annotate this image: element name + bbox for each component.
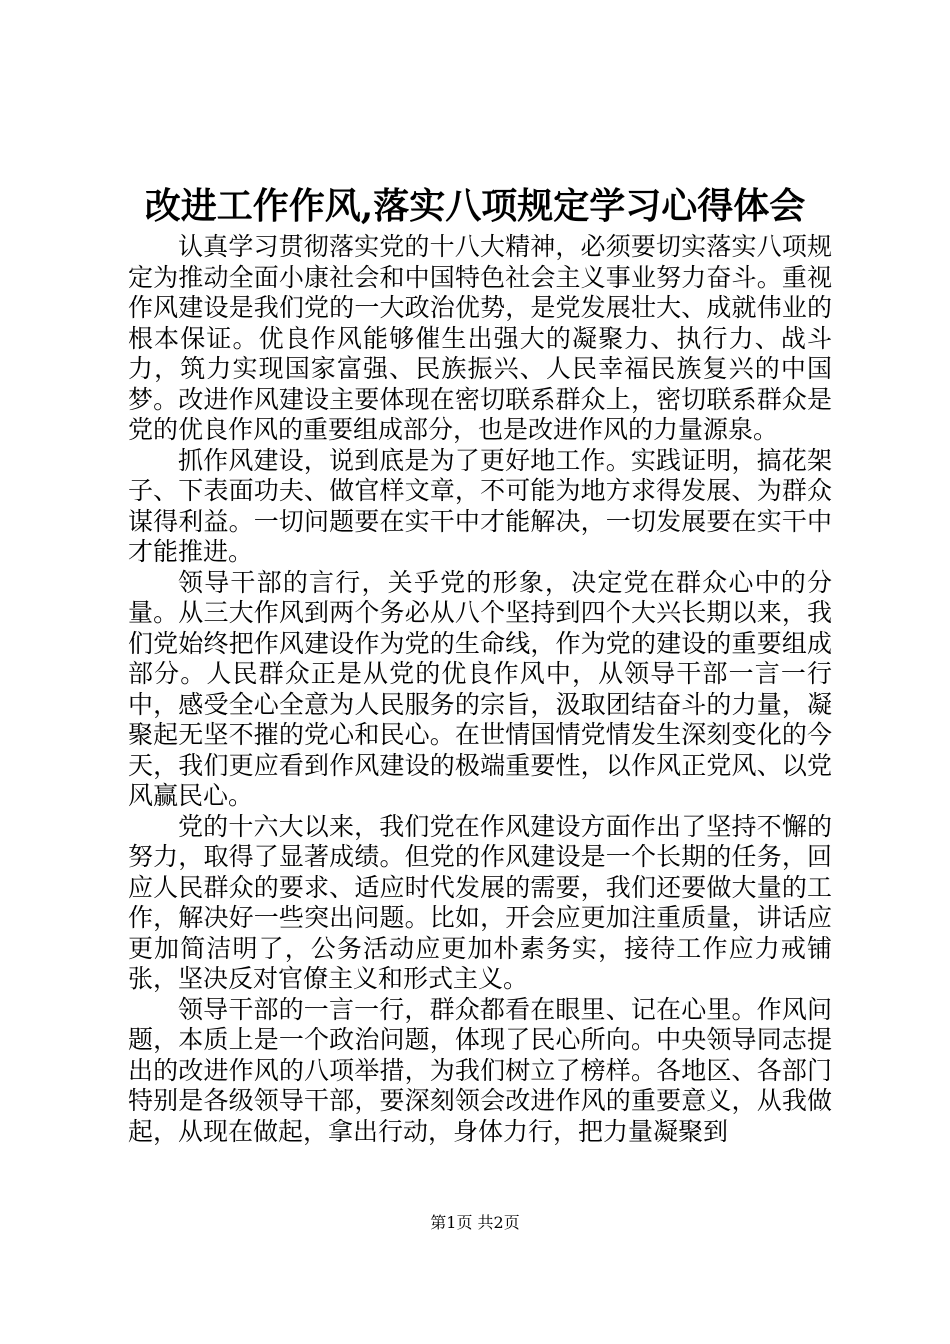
paragraph-4: 党的十六大以来，我们党在作风建设方面作出了坚持不懈的努力，取得了显著成绩。但党的作风建设是一个长期的任务，回应人民群众的要求、适应时代发展的需要，我们还要做大量的工作，解决好一些突出问题。比如，开会应更加注重质量，讲话应更加简洁明了，公务活动应更加朴素务实，接待工作应力戒铺张，坚决反对官僚主义和形式主义。 [128, 811, 832, 993]
paragraph-3: 领导干部的言行，关乎党的形象，决定党在群众心中的分量。从三大作风到两个务必从八个坚持到四个大兴长期以来，我们党始终把作风建设作为党的生命线，作为党的建设的重要组成部分。人民群众正是从党的优良作风中，从领导干部一言一行中，感受全心全意为人民服务的宗旨，汲取团结奋斗的力量，凝聚起无坚不摧的党心和民心。在世情国情党情发生深刻变化的今天，我们更应看到作风建设的极端重要性，以作风正党风、以党风赢民心。 [128, 567, 832, 810]
page-footer [0, 1212, 950, 1234]
page-number-indicator: 第1页 共2页 [430, 1213, 520, 1232]
paragraph-5: 领导干部的一言一行，群众都看在眼里、记在心里。作风问题，本质上是一个政治问题，体现了民心所向。中央领导同志提出的改进作风的八项举措，为我们树立了榜样。各地区、各部门特别是各级领导干部，要深刻领会改进作风的重要意义，从我做起，从现在做起，拿出行动，身体力行，把力量凝聚到 [128, 994, 832, 1146]
paragraph-2: 抓作风建设，说到底是为了更好地工作。实践证明，搞花架子、下表面功夫、做官样文章，不可能为地方求得发展、为群众谋得利益。一切问题要在实干中才能解决，一切发展要在实干中才能推进。 [128, 445, 832, 566]
paragraph-1: 认真学习贯彻落实党的十八大精神，必须要切实落实八项规定为推动全面小康社会和中国特色社会主义事业努力奋斗。重视作风建设是我们党的一大政治优势，是党发展壮大、成就伟业的根本保证。优良作风能够催生出强大的凝聚力、执行力、战斗力，筑力实现国家富强、民族振兴、人民幸福民族复兴的中国梦。改进作风建设主要体现在密切联系群众上，密切联系群众是党的优良作风的重要组成部分，也是改进作风的力量源泉。 [128, 232, 832, 444]
document-body [128, 232, 832, 1147]
document-title: 改进工作作风,落实八项规定学习心得体会 [144, 185, 806, 227]
